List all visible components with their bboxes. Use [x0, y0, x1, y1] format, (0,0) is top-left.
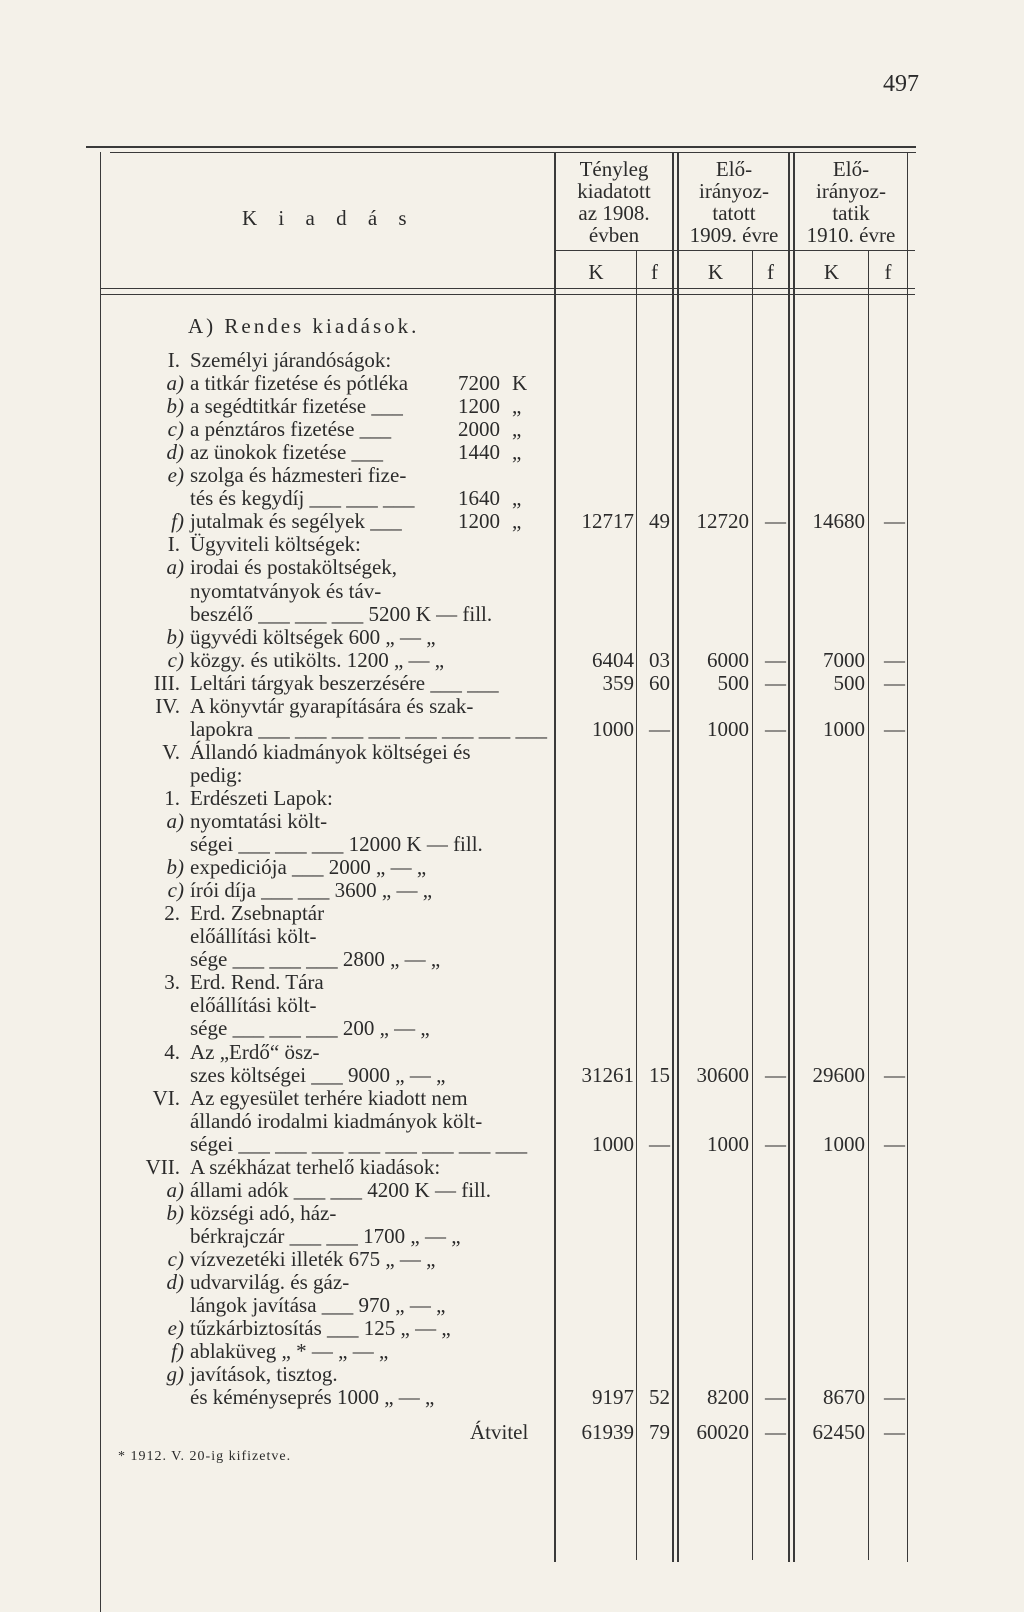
table-top-rule: [86, 146, 916, 148]
entry-text: előállítási költ-: [190, 993, 317, 1018]
entry-text: írói díja ___ ___ 3600 „ — „: [190, 878, 433, 903]
amount-filler: 03: [649, 647, 670, 672]
amount-filler: —: [884, 1131, 905, 1156]
entry-text: állami adók ___ ___ 4200 K — fill.: [190, 1177, 491, 1202]
entry-text: beszélő ___ ___ ___ 5200 K — fill.: [190, 601, 493, 626]
entry-number: I.: [167, 532, 180, 557]
amount-filler: —: [884, 647, 905, 672]
entry-letter: c): [167, 1246, 184, 1271]
entry-letter: g): [166, 1362, 184, 1387]
amount-kronen: 1000: [823, 716, 865, 741]
entry-text: Személyi járandóságok:: [190, 348, 392, 372]
amount-kronen: 500: [833, 670, 865, 695]
entry-letter: d): [166, 1270, 184, 1294]
amount-kronen: 500: [717, 670, 749, 695]
entry-number: IV.: [155, 693, 180, 718]
entry-number: V.: [162, 739, 180, 764]
col1-header-line: kiadatott: [577, 179, 651, 204]
col1-f-label: f: [651, 260, 658, 284]
entry-sub-amount: 1200: [458, 509, 500, 534]
entry-text: ségei ___ ___ ___ 12000 K — fill.: [190, 832, 483, 857]
amount-filler: —: [765, 509, 786, 534]
amount-kronen: 1000: [707, 1131, 749, 1156]
entry-letter: f): [171, 509, 184, 534]
amount-filler: —: [649, 1131, 670, 1156]
entry-sub-amount: 2000: [458, 417, 500, 442]
header-subrule: [555, 250, 915, 251]
col3-header-line: irányoz-: [816, 179, 886, 204]
entry-sub-unit: „: [512, 394, 522, 419]
amount-filler: 52: [649, 1385, 670, 1410]
carry-amount-filler: 79: [649, 1420, 670, 1445]
amount-kronen: 30600: [696, 1062, 749, 1087]
amount-filler: —: [765, 716, 786, 741]
entry-letter: a): [166, 555, 184, 580]
amount-filler: —: [765, 670, 786, 695]
amount-filler: —: [649, 716, 670, 741]
amount-kronen: 8670: [823, 1385, 865, 1410]
amount-filler: —: [884, 716, 905, 741]
entry-text: expediciója ___ 2000 „ — „: [190, 855, 427, 880]
amount-kronen: 6404: [592, 647, 634, 672]
entry-text: szolga és házmesteri fize-: [190, 463, 407, 488]
entry-number: III.: [153, 670, 180, 695]
col1-header: [556, 158, 672, 246]
entry-letter: a): [166, 1177, 184, 1202]
amount-kronen: 1000: [592, 1131, 634, 1156]
col2-header-line: Elő-: [715, 157, 753, 181]
entry-text: ablaküveg „ * — „ — „: [190, 1339, 389, 1364]
col2-header-line: tatott: [712, 201, 756, 226]
amount-kronen: 6000: [707, 647, 749, 672]
col1-k-label: K: [588, 260, 604, 284]
amount-kronen: 12717: [581, 509, 634, 534]
entry-sub-unit: „: [512, 509, 522, 534]
amount-kronen: 12720: [696, 509, 749, 534]
entry-text: jutalmak és segélyek ___: [190, 509, 402, 534]
entry-number: 1.: [164, 785, 180, 810]
col3-kf-divider: [868, 250, 869, 1560]
entry-text: lángok javítása ___ 970 „ — „: [190, 1293, 446, 1318]
col3-left: [793, 152, 795, 1562]
entry-text: nyomtatványok és táv-: [190, 578, 382, 603]
amount-filler: 15: [649, 1062, 670, 1087]
col1-header-line: az 1908.: [578, 201, 650, 226]
entry-letter: e): [167, 463, 184, 488]
amount-filler: 49: [649, 509, 670, 534]
col2-k-label: K: [707, 260, 724, 284]
amount-kronen: 1000: [707, 716, 749, 741]
entry-text: Erd. Rend. Tára: [190, 970, 324, 995]
entry-text: pedig:: [190, 762, 243, 787]
entry-letter: d): [166, 440, 184, 465]
entry-text: a titkár fizetése és pótléka: [190, 371, 409, 396]
entry-sub-amount: 1200: [458, 394, 500, 419]
entry-text: Állandó kiadmányok költségei és: [190, 739, 471, 764]
carry-amount-kronen: 62450: [812, 1420, 865, 1445]
entry-number: 4.: [164, 1039, 180, 1064]
amount-kronen: 8200: [707, 1385, 749, 1410]
entry-text: lapokra ___ ___ ___ ___ ___ ___ ___ ___: [190, 716, 547, 741]
entry-text: bérkrajczár ___ ___ 1700 „ — „: [190, 1223, 461, 1248]
col3-header-line: 1910. évre: [806, 223, 896, 248]
amount-filler: —: [884, 1062, 905, 1087]
entry-number: VI.: [152, 1085, 180, 1110]
col1-header-line: Tényleg: [579, 157, 649, 181]
amount-kronen: 1000: [823, 1131, 865, 1156]
entry-letter: b): [166, 1200, 184, 1225]
entry-text: közgy. és utikölts. 1200 „ — „: [190, 647, 445, 672]
entry-sub-unit: K: [512, 371, 528, 396]
amount-kronen: 31261: [581, 1062, 634, 1087]
amount-filler: 60: [649, 670, 670, 695]
entry-sub-amount: 1440: [458, 440, 500, 465]
carry-amount-filler: —: [884, 1420, 905, 1445]
carry-label: Átvitel: [470, 1420, 529, 1445]
col2-kf-divider: [752, 250, 753, 1560]
amount-filler: —: [765, 1062, 786, 1087]
amount-filler: —: [884, 509, 905, 534]
col1-left: [554, 152, 556, 1562]
entry-text: irodai és postaköltségek,: [190, 555, 398, 580]
entry-text: szes költségei ___ 9000 „ — „: [190, 1062, 446, 1087]
entry-letter: c): [167, 878, 184, 903]
entry-letter: b): [166, 855, 184, 880]
entry-letter: a): [166, 809, 184, 833]
entry-text: Ügyviteli költségek:: [190, 532, 361, 557]
entry-letter: e): [167, 1316, 184, 1341]
entry-text: az ünokok fizetése ___: [190, 440, 384, 465]
entry-text: Az egyesület terhére kiadott nem: [190, 1085, 468, 1110]
entry-text: sége ___ ___ ___ 2800 „ — „: [190, 947, 441, 972]
amount-kronen: 359: [602, 670, 634, 695]
left-border: [100, 152, 101, 1612]
entry-text: Az „Erdő“ ösz-: [190, 1039, 320, 1064]
col3-header: [795, 158, 907, 246]
page-number: 497: [883, 71, 919, 97]
entry-sub-unit: „: [512, 440, 522, 465]
entry-letter: f): [171, 1339, 184, 1364]
entry-letter: b): [166, 624, 184, 649]
amount-kronen: 14680: [812, 509, 865, 534]
amount-filler: —: [765, 647, 786, 672]
entry-text: a segédtitkár fizetése ___: [190, 394, 403, 419]
carry-amount-kronen: 60020: [696, 1420, 749, 1445]
entry-text: állandó irodalmi kiadmányok költ-: [190, 1108, 483, 1133]
entry-letter: c): [167, 647, 184, 672]
col1-header-line: évben: [588, 223, 640, 248]
entry-text: községi adó, ház-: [190, 1200, 337, 1225]
col2-left: [677, 152, 679, 1562]
col1-right: [672, 152, 674, 1562]
entry-text: udvarvilág. és gáz-: [190, 1270, 350, 1294]
entry-text: Erd. Zsebnaptár: [190, 901, 325, 926]
amount-filler: —: [765, 1385, 786, 1410]
entry-text: tűzkárbiztosítás ___ 125 „ — „: [190, 1316, 451, 1341]
entry-sub-unit: „: [512, 417, 522, 442]
entry-sub-amount: 7200: [458, 371, 500, 396]
col3-k-label: K: [823, 260, 840, 284]
entry-text: ségei ___ ___ ___ ___ ___ ___ ___ ___: [190, 1131, 528, 1156]
entry-letter: b): [166, 394, 184, 419]
entry-number: 3.: [164, 970, 180, 995]
amount-kronen: 7000: [823, 647, 865, 672]
amount-filler: —: [884, 670, 905, 695]
carry-amount-kronen: 61939: [581, 1420, 634, 1445]
entry-text: Erdészeti Lapok:: [190, 785, 333, 810]
footnote: * 1912. V. 20-ig kifizetve.: [118, 1449, 292, 1465]
entry-number: VII.: [145, 1154, 180, 1179]
entry-text: előállítási költ-: [190, 924, 317, 949]
carry-amount-filler: —: [765, 1420, 786, 1445]
table-top-rule-thin: [110, 152, 916, 153]
table-title: K i a d á s: [242, 206, 415, 230]
entry-text: ügyvédi költségek 600 „ — „: [190, 624, 436, 649]
col2-header-line: 1909. évre: [689, 223, 779, 248]
entry-text: tés és kegydíj ___ ___ ___: [190, 486, 415, 511]
amount-filler: —: [765, 1131, 786, 1156]
section-title: A) Rendes kiadások.: [188, 314, 420, 338]
entry-number: 2.: [164, 901, 180, 926]
col2-header: [679, 158, 789, 246]
entry-text: a pénztáros fizetése ___: [190, 417, 392, 442]
amount-kronen: 1000: [592, 716, 634, 741]
entry-sub-amount: 1640: [458, 486, 500, 511]
entry-number: I.: [167, 348, 180, 372]
col2-right: [788, 152, 790, 1562]
entry-text: nyomtatási költ-: [190, 809, 328, 833]
entry-text: A székházat terhelő kiadások:: [190, 1154, 441, 1179]
col2-f-label: f: [767, 260, 774, 284]
col1-kf-divider: [636, 250, 637, 1560]
entry-text: sége ___ ___ ___ 200 „ — „: [190, 1016, 430, 1041]
entry-text: és kéményseprés 1000 „ — „: [190, 1385, 435, 1410]
entry-sub-unit: „: [512, 486, 522, 511]
amount-kronen: 29600: [812, 1062, 865, 1087]
col3-header-line: Elő-: [832, 157, 870, 181]
entry-text: A könyvtár gyarapítására és szak-: [190, 693, 474, 718]
col3-f-label: f: [884, 260, 892, 284]
amount-kronen: 9197: [592, 1385, 634, 1410]
entry-text: Leltári tárgyak beszerzésére ___ ___: [190, 670, 499, 695]
entry-letter: a): [166, 371, 184, 396]
col2-header-line: irányoz-: [699, 179, 769, 204]
amount-filler: —: [884, 1385, 905, 1410]
entry-text: vízvezetéki illeték 675 „ — „: [190, 1246, 436, 1271]
entry-text: javítások, tisztog.: [190, 1362, 338, 1387]
entry-letter: c): [167, 417, 184, 442]
col3-header-line: tatik: [832, 201, 870, 226]
col3-right: [907, 152, 908, 1562]
